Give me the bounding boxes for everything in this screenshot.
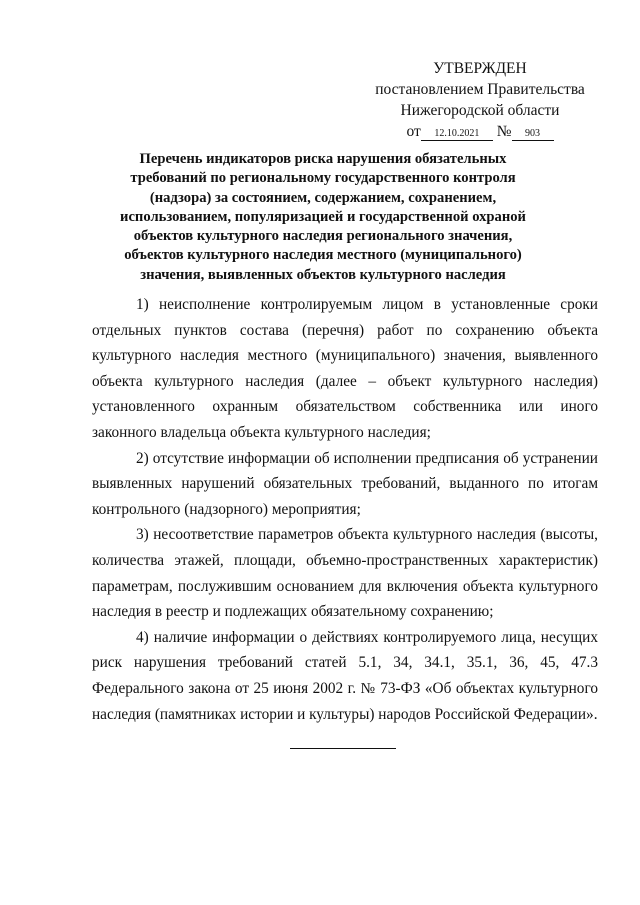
approval-stamp bbox=[360, 58, 600, 142]
from-label: от bbox=[406, 123, 421, 140]
approval-region: Нижегородской области bbox=[400, 102, 560, 119]
list-item: 2) отсутствие информации об исполнении предписания об устранении выявленных нарушений обязательных требований, выданного по итогам контрольного (надзорного) мероприятия; bbox=[92, 449, 598, 518]
document-title: Перечень индикаторов риска нарушения обязательных требований по региональному государственного контроля (надзора) за состоянием, содержанием, сохранением, использованием, популяризацией и государственной охраной объектов культурного наследия регионального значения, объектов культурного наследия местного (муниципального) значения, выявленных объектов культурного наследия bbox=[120, 151, 526, 283]
approval-number: 903 bbox=[512, 127, 554, 141]
document-body bbox=[92, 292, 598, 727]
approval-authority: постановлением Правительства bbox=[375, 81, 585, 98]
number-sign: № bbox=[496, 123, 512, 140]
list-item: 4) наличие информации о действиях контролируемого лица, несущих риск нарушения требований статей 5.1, 34, 34.1, 35.1, 36, 45, 47.3 Федерального закона от 25 июня 2002 г. № 73-ФЗ «Об объектах культурного наследия (памятниках истории и культуры) народов Российской Федерации». bbox=[92, 628, 598, 723]
closing-rule bbox=[290, 748, 396, 749]
approval-heading: УТВЕРЖДЕН bbox=[433, 60, 527, 77]
approval-date-line bbox=[360, 121, 600, 142]
list-item: 1) неисполнение контролируемым лицом в установленные сроки отдельных пунктов состава (перечня) работ по сохранению объекта культурного наследия местного (муниципального) значения, выявленного объекта культурного наследия (далее – объект культурного наследия) установленного охранным обязательством собственника или иного законного владельца объекта культурного наследия; bbox=[92, 296, 598, 441]
approval-date: 12.10.2021 bbox=[421, 127, 493, 141]
list-item: 3) несоответствие параметров объекта культурного наследия (высоты, количества этажей, площади, объемно-пространственных характеристик) параметрам, послужившим основанием для включения объекта культурного наследия в реестр и подлежащих обязательному сохранению; bbox=[92, 526, 598, 621]
